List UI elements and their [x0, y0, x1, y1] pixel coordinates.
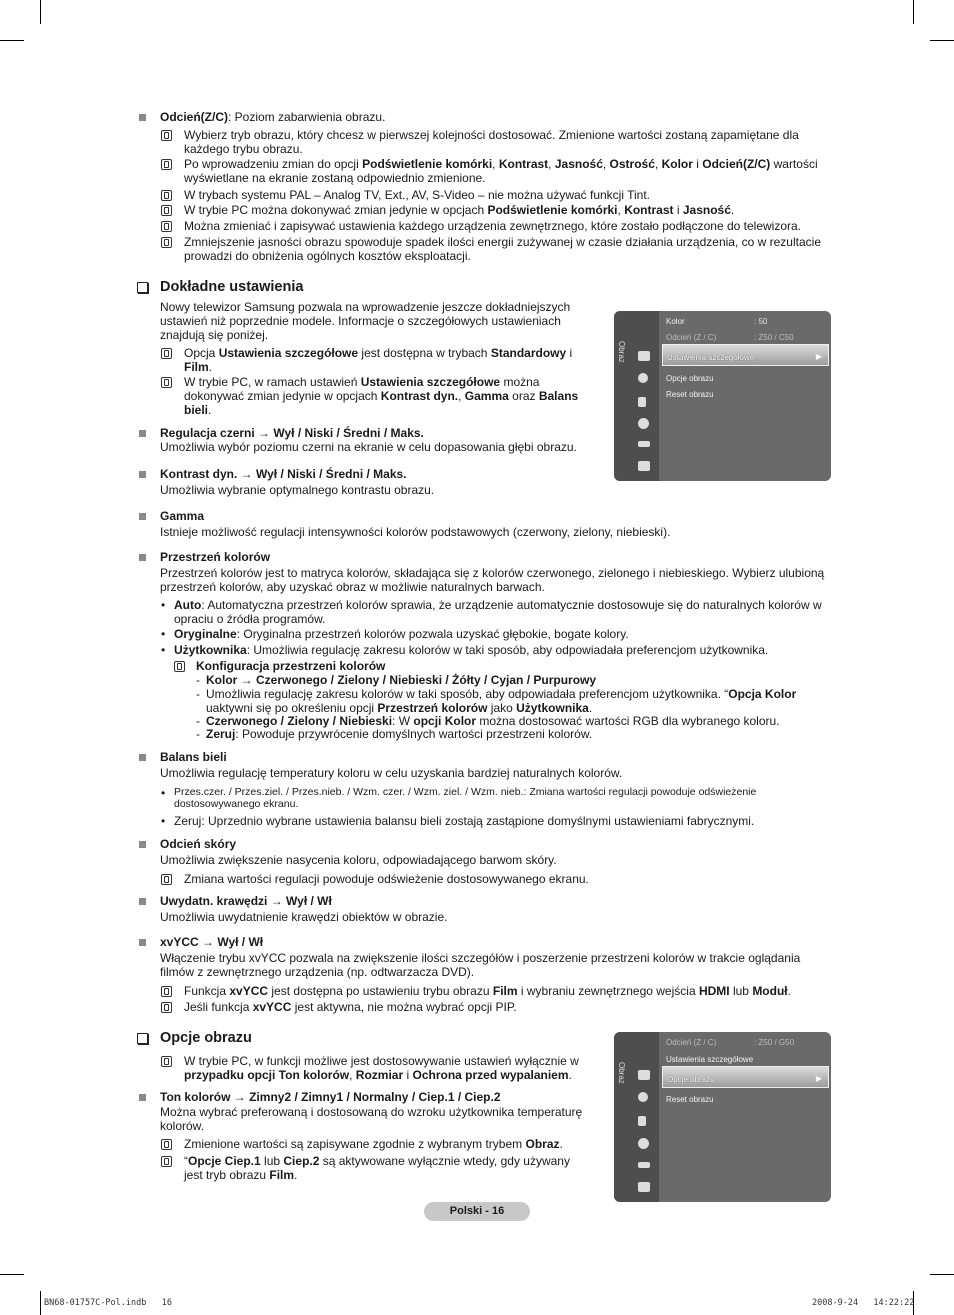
section-checkbox-icon [137, 1033, 148, 1044]
note-icon [161, 348, 172, 359]
input-icon [638, 441, 650, 447]
osd-sidebar [614, 311, 659, 481]
section-heading: Dokładne ustawienia [160, 279, 304, 295]
crop-mark [40, 0, 41, 24]
crop-mark [0, 1274, 24, 1275]
item-title: Uwydatn. krawędzi → Wył / Wł [160, 894, 332, 908]
term: opcji Kolor [413, 714, 477, 728]
term: przypadku opcji Ton kolorów [184, 1068, 350, 1082]
note-icon [161, 1056, 172, 1067]
item-desc: Umożliwia uwydatnienie krawędzi obiektów w obrazie. [160, 910, 448, 924]
osd-sidebar [614, 1032, 659, 1202]
note-icon [161, 986, 172, 997]
term: Konfiguracja przestrzeni kolorów [196, 659, 386, 673]
note-icon [161, 221, 172, 232]
term: Kontrast [498, 157, 549, 171]
osd-item-reset: Reset obrazu [666, 390, 714, 399]
konf-title [196, 659, 385, 673]
text: jest dostępna po ustawieniu trybu obrazu [268, 984, 493, 998]
term: Użytkownika [174, 643, 247, 657]
term: xvYCC [229, 984, 269, 998]
item-title: Ton kolorów → Zimny2 / Zimny1 / Normalny / Ciep.1 / Ciep.2 [160, 1090, 501, 1104]
application-icon [638, 1182, 650, 1192]
term: Auto [174, 598, 202, 612]
note-icon [161, 205, 172, 216]
text: wartości [770, 157, 818, 171]
item-title: Przestrzeń kolorów [160, 550, 271, 564]
text: lub [729, 984, 753, 998]
item-title: xvYCC → Wył / Wł [160, 935, 264, 949]
item-desc: Umożliwia regulację temperatury koloru w celu uzyskania bardziej naturalnych kolorów. [160, 766, 623, 780]
sound-icon [638, 1092, 648, 1102]
bullet-dot: • [161, 643, 166, 657]
text: można dostosować wartości RGB dla wybranego koloru. [476, 714, 780, 728]
text: uaktywni się po określeniu opcji [206, 701, 378, 715]
dash-text [206, 714, 780, 728]
picture-icon [638, 351, 650, 361]
term: Jasność [682, 203, 731, 217]
term: Film [184, 360, 209, 374]
item-block [160, 509, 670, 539]
note-text [184, 203, 734, 217]
term: Obraz [525, 1137, 560, 1151]
odcien-line [160, 110, 385, 124]
term: Ustawienia szczegółowe [218, 346, 359, 360]
text: Zmienione wartości są zapisywane zgodnie z wybranym trybem [184, 1137, 526, 1151]
item-desc: Można wybrać preferowaną i dostosowaną do wzroku użytkownika temperaturę [160, 1105, 583, 1119]
note-icon [161, 190, 172, 201]
osd-value-odcien: : Z50 / G50 [754, 1038, 795, 1047]
text-line: Przes.czer. / Przes.ziel. / Przes.nieb. / Wzm. czer. / Wzm. ziel. / Wzm. nieb.: Zmiana wartości regulacji powoduje odświeżenie [174, 786, 757, 798]
text: , [617, 203, 625, 217]
term: Balans [538, 389, 579, 403]
osd-selected-row [662, 344, 829, 366]
bullet-square [139, 898, 146, 905]
note-icon [161, 377, 172, 388]
arrow-right-icon: ▶ [815, 352, 822, 361]
bullet-text: Zeruj: Uprzednio wybrane ustawienia balansu bieli zostają zastąpione domyślnymi ustawieniami fabrycznymi. [174, 814, 755, 828]
text: dokonywać zmian jedynie w opcjach [184, 389, 381, 403]
bullet-square [139, 430, 146, 437]
text: jako [487, 701, 517, 715]
bullet-text [174, 786, 756, 810]
text: , [602, 157, 610, 171]
item-desc: Umożliwia wybranie optymalnego kontrastu obrazu. [160, 483, 435, 497]
text: “ [184, 1154, 188, 1168]
term: Kolor → Czerwonego / Zielony / Niebieski / Żółty / Cyjan / Purpurowy [206, 673, 597, 687]
text: lub [260, 1154, 284, 1168]
text: i [403, 1068, 413, 1082]
term: Ostrość [609, 157, 655, 171]
term: Kontrast dyn. [380, 389, 459, 403]
osd-item-ustawienia: Ustawienia szczegółowe [667, 353, 755, 362]
note-icon [174, 661, 185, 672]
text: Jeśli funkcja [184, 1000, 253, 1014]
osd-menu-detailed-settings [614, 311, 831, 481]
bullet-text [174, 598, 822, 626]
osd-menu-picture-options [614, 1032, 831, 1202]
arrow-right-icon: ▶ [815, 1074, 822, 1083]
osd-sidebar-label: Obraz [617, 1062, 626, 1084]
item-block [160, 467, 434, 497]
term: Zeruj [206, 727, 236, 741]
page-number-badge: Polski - 16 [424, 1202, 530, 1221]
text: . [588, 701, 593, 715]
term: Rozmiar [355, 1068, 404, 1082]
item-block [160, 750, 622, 780]
term: Moduł [752, 984, 788, 998]
bullet-square [139, 841, 146, 848]
text: i [673, 203, 683, 217]
note-icon [161, 159, 172, 170]
bullet-text [174, 627, 629, 641]
note-text [184, 375, 578, 417]
term: Film [492, 984, 518, 998]
term: Ciep.2 [283, 1154, 320, 1168]
bullet-text [174, 643, 768, 657]
footer-date: 2008-9-24 14:22:22 [812, 1298, 915, 1308]
text-line: znajdują się poniżej. [160, 328, 269, 342]
text: , [458, 389, 465, 403]
note-text [184, 346, 572, 374]
text: Umożliwia regulację zakresu kolorów w taki sposób, aby odpowiadała preferencjom użytkownika. “ [206, 687, 729, 701]
osd-item-opcje: Opcje obrazu [667, 1075, 715, 1084]
note-line: prowadzi do obniżenia ogólnych kosztów eksploatacji. [184, 249, 471, 263]
osd-item-opcje: Opcje obrazu [666, 374, 714, 383]
bullet-square [139, 754, 146, 761]
bullet-dot: • [161, 598, 166, 612]
item-desc: kolorów. [160, 1119, 205, 1133]
note-line: wyświetlane na ekranie zostaną odpowiednio zmienione. [184, 171, 486, 185]
osd-sidebar-label: Obraz [617, 341, 626, 363]
term: Czerwonego / Zielony / Niebieski [206, 714, 393, 728]
item-title: Kontrast dyn. → Wył / Niski / Średni / Maks. [160, 467, 407, 481]
channel-icon [638, 397, 646, 407]
text: . [559, 1137, 563, 1151]
text: są aktywowane wyłącznie wtedy, gdy używany [319, 1154, 570, 1168]
item-block [160, 935, 800, 979]
text: , [492, 157, 499, 171]
input-icon [638, 1162, 650, 1168]
text: oraz [508, 389, 539, 403]
picture-icon [638, 1070, 650, 1080]
item-title: Balans bieli [160, 750, 227, 764]
item-title: Odcień skóry [160, 837, 237, 851]
text: i wybraniu zewnętrznego wejścia [517, 984, 699, 998]
dash-text [206, 673, 596, 687]
note-icon [161, 237, 172, 248]
item-block [160, 837, 557, 867]
note-line: każdego trybu obrazu. [184, 142, 303, 156]
item-desc: Włączenie trybu xvYCC pozwala na zwiększenie ilości szczegółów i poszerzenie przestrzeni kolorów w trakcie oglądania [160, 951, 801, 965]
note-line: Zmniejszenie jasności obrazu spowoduje spadek ilości energii zużywanej w czasie działania urządzenia, co w rezultacie [184, 235, 821, 249]
osd-value-odcien: : Z50 / C50 [754, 333, 794, 342]
note-icon [161, 130, 172, 141]
text: . [568, 1068, 572, 1082]
text: jest dostępna w trybach [358, 346, 491, 360]
note-text [184, 235, 821, 263]
bullet-square [139, 114, 146, 121]
text-line: ustawień niż poprzednie modele. Informacje o szczegółowych ustawieniach [160, 314, 561, 328]
note-text: Zmiana wartości regulacji powoduje odświeżenie dostosowywanego ekranu. [184, 872, 589, 886]
text: W trybie PC, w ramach ustawień [184, 375, 361, 389]
item-title: Regulacja czerni → Wył / Niski / Średni / Maks. [160, 426, 424, 440]
note-text: W trybach systemu PAL – Analog TV, Ext., AV, S-Video – nie można używać funkcji Tint. [184, 188, 651, 202]
text: . [208, 360, 213, 374]
item-desc: Umożliwia wybór poziomu czerni na ekranie w celu dopasowania głębi obrazu. [160, 440, 577, 454]
text: Opcja [184, 346, 219, 360]
crop-mark [930, 1274, 954, 1275]
text: , [349, 1068, 356, 1082]
term: Podświetlenie komórki [487, 203, 618, 217]
intro-text [160, 300, 570, 342]
setup-gear-icon [638, 418, 649, 429]
dash-marker: - [196, 714, 200, 728]
osd-item-odcien: Odcień (Z / C) [666, 333, 717, 342]
text: W trybie PC można dokonywać zmian jedynie w opcjach [184, 203, 488, 217]
footer-file-info: BN68-01757C-Pol.indb 16 [44, 1298, 172, 1308]
osd-item-kolor: Kolor [666, 317, 685, 326]
term: Kontrast [624, 203, 674, 217]
note-icon [161, 1156, 172, 1167]
text: Po wprowadzeniu zmian do opcji [184, 157, 363, 171]
text-line: opraciu o źródła programów. [174, 612, 326, 626]
item-block [160, 1090, 582, 1133]
note-text [184, 1154, 570, 1182]
term: Ustawienia szczegółowe [360, 375, 501, 389]
text: i [692, 157, 703, 171]
term: Jasność [554, 157, 603, 171]
term: Użytkownika [516, 701, 589, 715]
text: , [654, 157, 662, 171]
osd-item-odcien: Odcień (Z / C) [666, 1038, 717, 1047]
crop-mark [0, 40, 24, 41]
item-block [160, 550, 824, 594]
dash-text [206, 727, 592, 741]
term: Film [269, 1168, 295, 1182]
bullet-dot: • [161, 814, 166, 828]
bullet-dot: • [161, 627, 166, 641]
section-checkbox-icon [137, 282, 148, 293]
note-icon [161, 874, 172, 885]
item-desc: Przestrzeń kolorów jest to matryca kolorów, składająca się z kolorów czerwonego, zielonego i niebieskiego. Wybierz ulubioną [160, 566, 825, 580]
term: Oryginalne [174, 627, 237, 641]
text-line: dostosowywanego ekranu. [174, 798, 299, 810]
note-line: W trybie PC, w funkcji możliwe jest dostosowywanie ustawień wyłącznie w [184, 1054, 579, 1068]
note-text [184, 984, 791, 998]
setup-gear-icon [638, 1138, 649, 1149]
dash-marker: - [196, 687, 200, 701]
osd-value-kolor: : 50 [754, 317, 768, 326]
text: : Oryginalna przestrzeń kolorów pozwala uzyskać głębokie, bogate kolory. [236, 627, 629, 641]
osd-item-reset: Reset obrazu [666, 1095, 714, 1104]
text: : Automatyczna przestrzeń kolorów sprawia, że urządzenie automatycznie dostosowuje się do naturalnych kolorów w [201, 598, 822, 612]
text: jest tryb obrazu [184, 1168, 270, 1182]
crop-mark [40, 1291, 41, 1315]
term: xvYCC [252, 1000, 292, 1014]
term: Standardowy [490, 346, 567, 360]
dash-marker: - [196, 727, 200, 741]
term: Opcja Kolor [728, 687, 797, 701]
term: Przestrzeń kolorów [377, 701, 488, 715]
item-desc: Istnieje możliwość regulacji intensywności kolorów podstawowych (czerwony, zielony, niebieski). [160, 525, 671, 539]
dash-marker: - [196, 673, 200, 687]
text: : Powoduje przywrócenie domyślnych wartości przestrzeni kolorów. [235, 727, 593, 741]
term: Ochrona przed wypalaniem [412, 1068, 569, 1082]
item-block [160, 894, 447, 924]
channel-icon [638, 1116, 646, 1126]
note-line: Wybierz tryb obrazu, który chcesz w pierwszej kolejności dostosować. Zmienione wartości zostaną zapamiętane dla [184, 128, 799, 142]
item-desc: filmów z zewnętrznego urządzenia (np. odtwarzacza DVD). [160, 965, 475, 979]
item-desc: przestrzeń kolorów, aby uzyskać obraz w możliwie naturalnych barwach. [160, 580, 545, 594]
term: bieli [184, 403, 209, 417]
application-icon [638, 461, 650, 471]
crop-mark [913, 0, 914, 24]
crop-mark [930, 40, 954, 41]
bullet-dot: • [161, 786, 166, 800]
text: : W [392, 714, 414, 728]
text-line: Nowy telewizor Samsung pozwala na wprowadzenie jeszcze dokładniejszych [160, 300, 571, 314]
term: Podświetlenie komórki [362, 157, 493, 171]
bullet-square [139, 513, 146, 520]
bullet-square [139, 554, 146, 561]
text: : Umożliwia regulację zakresu kolorów w taki sposób, aby odpowiadała preferencjom użytkownika. [246, 643, 769, 657]
note-text [184, 157, 818, 185]
item-block [160, 426, 577, 454]
text: . [787, 984, 791, 998]
term: HDMI [698, 984, 730, 998]
osd-selected-row [662, 1066, 829, 1088]
text: . [294, 1168, 298, 1182]
odcien-desc: : Poziom zabarwienia obrazu. [228, 110, 386, 124]
term: Gamma [464, 389, 509, 403]
term: Opcje Ciep.1 [188, 1154, 261, 1168]
note-text [184, 128, 799, 156]
note-text [184, 1054, 579, 1082]
sound-icon [638, 373, 648, 383]
note-text: Można zmieniać i zapisywać ustawienia każdego urządzenia zewnętrznego, które zostało podłączone do telewizora. [184, 219, 802, 233]
text: . [208, 403, 212, 417]
osd-item-ustawienia: Ustawienia szczegółowe [666, 1055, 754, 1064]
note-icon [161, 1002, 172, 1013]
bullet-square [139, 471, 146, 478]
item-desc: Umożliwia zwiększenie nasycenia koloru, odpowiadającego barwom skóry. [160, 853, 557, 867]
bullet-square [139, 939, 146, 946]
note-text [184, 1000, 517, 1014]
text: i [566, 346, 573, 360]
term: Kolor [661, 157, 693, 171]
term: Odcień(Z/C) [702, 157, 771, 171]
text: , [548, 157, 555, 171]
text: jest aktywna, nie można wybrać opcji PIP. [291, 1000, 517, 1014]
note-icon [161, 1139, 172, 1150]
section-heading: Opcje obrazu [160, 1030, 252, 1046]
text: można [500, 375, 540, 389]
bullet-square [139, 1094, 146, 1101]
dash-text [206, 687, 796, 715]
odcien-term: Odcień(Z/C) [160, 110, 228, 124]
text: . [730, 203, 735, 217]
note-text [184, 1137, 563, 1151]
item-title: Gamma [160, 509, 205, 523]
text: Funkcja [184, 984, 230, 998]
